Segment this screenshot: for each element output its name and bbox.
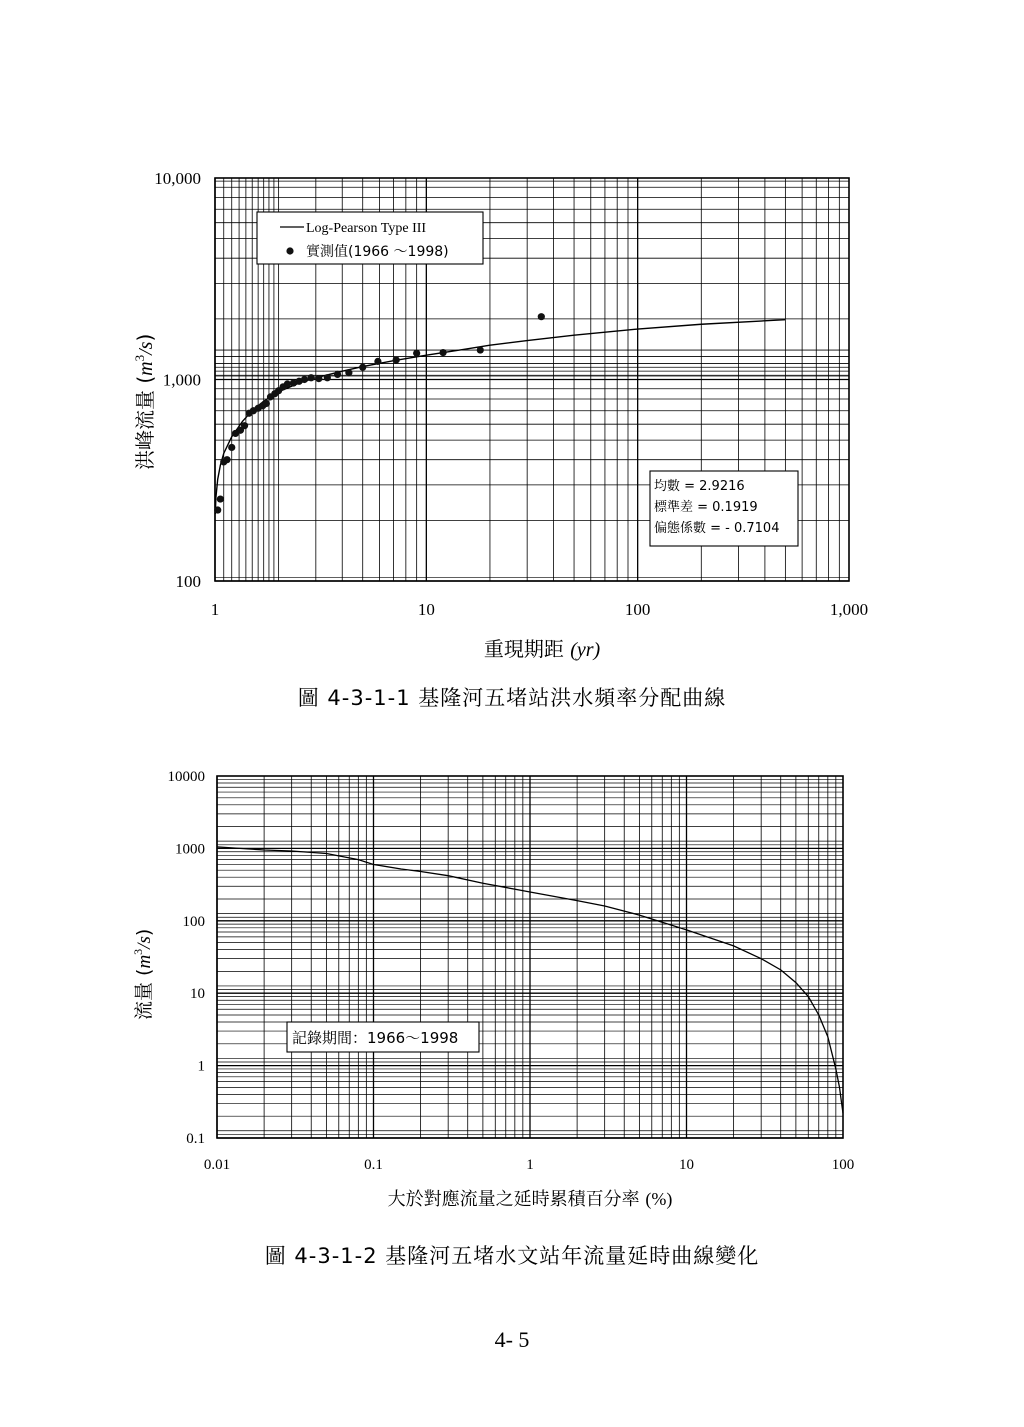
data-point-observed bbox=[324, 374, 331, 381]
data-point-observed bbox=[263, 400, 270, 407]
record-period-box bbox=[287, 1022, 479, 1052]
data-point-observed bbox=[301, 376, 308, 383]
y-axis-label: 洪峰流量 $(m^3/s)$ bbox=[132, 333, 157, 470]
stats-line: 標準差 = 0.1919 bbox=[654, 500, 758, 515]
x-tick-label: 10 bbox=[417, 600, 435, 619]
data-point-observed bbox=[345, 369, 352, 376]
x-tick-label: 10 bbox=[679, 1157, 694, 1173]
data-point-observed bbox=[413, 350, 420, 357]
x-tick-label: 1 bbox=[526, 1157, 534, 1173]
data-point-observed bbox=[241, 422, 248, 429]
chart-flow-duration bbox=[131, 769, 854, 1210]
data-point-observed bbox=[223, 456, 230, 463]
data-point-observed bbox=[217, 495, 224, 502]
data-point-observed bbox=[228, 444, 235, 451]
x-tick-label: 100 bbox=[831, 1157, 855, 1173]
y-tick-label: 0.1 bbox=[186, 1131, 205, 1147]
page-number: 4- 5 bbox=[494, 1327, 530, 1352]
x-tick-label: 100 bbox=[624, 600, 651, 619]
x-tick-label: 0.01 bbox=[203, 1157, 231, 1173]
caption-figure-1: 圖 4-3-1-1 基隆河五堵站洪水頻率分配曲線 bbox=[297, 686, 727, 710]
stats-box bbox=[650, 471, 798, 546]
y-tick-label: 10000 bbox=[167, 769, 205, 785]
y-tick-label: 10,000 bbox=[154, 169, 201, 188]
stats-line: 偏態係數 = - 0.7104 bbox=[654, 521, 780, 536]
y-tick-label: 10 bbox=[190, 986, 205, 1003]
data-point-observed bbox=[359, 364, 366, 371]
y-tick-label: 1,000 bbox=[162, 370, 201, 390]
x-tick-label: 0.1 bbox=[364, 1157, 383, 1173]
caption-figure-2: 圖 4-3-1-2 基隆河五堵水文站年流量延時曲線變化 bbox=[264, 1244, 760, 1268]
data-point-observed bbox=[334, 371, 341, 378]
legend-dot-icon bbox=[286, 247, 293, 254]
y-tick-label: 1 bbox=[197, 1058, 205, 1075]
x-tick-label: 1 bbox=[210, 600, 220, 619]
y-tick-label: 100 bbox=[182, 913, 205, 930]
legend-entry-line: Log-Pearson Type III bbox=[306, 221, 427, 236]
data-point-observed bbox=[308, 374, 315, 381]
data-point-observed bbox=[393, 356, 400, 363]
y-axis-label: 流量 $(m^3/s)$ bbox=[131, 928, 155, 1020]
stats-line: 均數 = 2.9216 bbox=[654, 479, 745, 494]
y-tick-label: 1000 bbox=[175, 841, 205, 858]
data-point-observed bbox=[477, 346, 484, 353]
data-point-observed bbox=[284, 380, 291, 387]
legend-entry-points: 實測值(1966 ～1998) bbox=[306, 244, 449, 260]
chart-flood-frequency bbox=[132, 169, 868, 661]
data-point-observed bbox=[214, 506, 221, 513]
data-point-observed bbox=[315, 375, 322, 382]
legend bbox=[257, 212, 483, 264]
x-axis-label: 重現期距 (yr) bbox=[483, 637, 601, 661]
x-tick-label: 1,000 bbox=[829, 600, 869, 619]
data-point-observed bbox=[538, 313, 545, 320]
y-tick-label: 100 bbox=[175, 572, 201, 591]
data-point-observed bbox=[374, 358, 381, 365]
record-period-text: 記錄期間：1966～1998 bbox=[292, 1029, 459, 1047]
x-axis-label: 大於對應流量之延時累積百分率 (%) bbox=[387, 1189, 673, 1210]
data-point-observed bbox=[439, 349, 446, 356]
